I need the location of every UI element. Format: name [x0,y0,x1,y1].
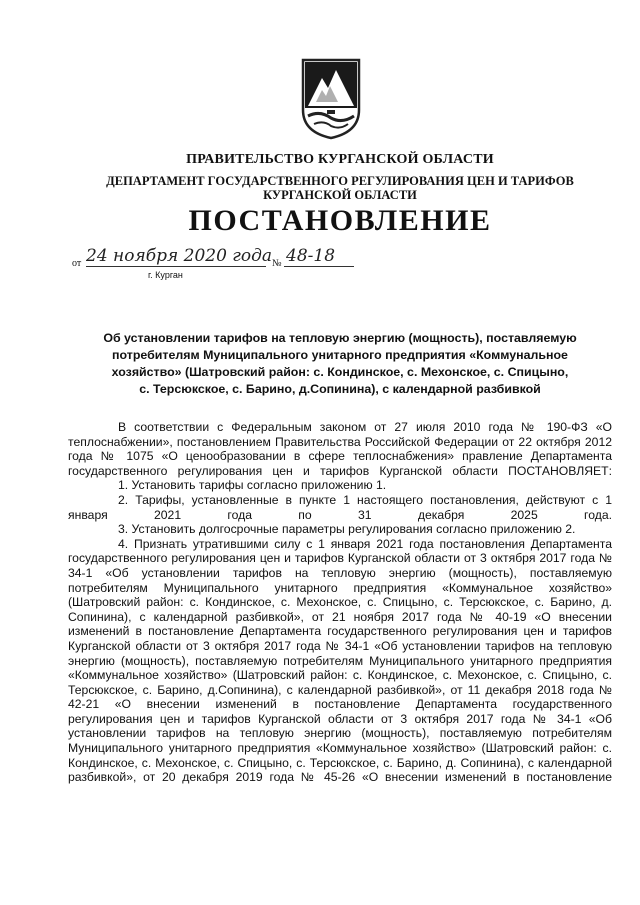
subject-line: потребителям Муниципального унитарного предприятия «Коммунальное [112,348,568,362]
subject-line: с. Терсюкское, с. Барино, д.Сопинина), с календарной разбивкой [139,382,541,396]
date-underline [86,266,266,267]
document-type-title: ПОСТАНОВЛЕНИЕ [188,204,492,237]
handwritten-date: 24 ноября 2020 года [86,246,273,266]
department-name [60,174,620,202]
subject-line: Об установлении тарифов на тепловую энергию (мощность), поставляемую [103,331,577,345]
handwritten-number: 48-18 [286,246,336,266]
number-label: № [272,258,282,269]
city-name: г. Курган [148,270,183,280]
resolution-subject [70,330,610,398]
date-from-label: от [72,258,82,269]
date-number-line [72,246,372,282]
department-line-2: КУРГАНСКОЙ ОБЛАСТИ [263,188,417,202]
number-underline [284,266,354,267]
preamble-paragraph: В соответствии с Федеральным законом от 27 июля 2010 года № 190-ФЗ «О теплоснабжении», постановлением Правительства Российской Федерации от 22 октября 2012 года № 1075 «О ценообразовании в сфере теплоснабжения» правление Департамента государственного регулирования цен и тарифов Курганской области ПОСТАНОВЛЯЕТ: [68,420,612,478]
subject-line: хозяйство» (Шатровский район: с. Кондинское, с. Мехонское, с. Спицыно, [111,365,569,379]
coat-of-arms-emblem [300,58,362,140]
government-name: ПРАВИТЕЛЬСТВО КУРГАНСКОЙ ОБЛАСТИ [186,152,494,167]
item-3: 3. Установить долгосрочные параметры регулирования согласно приложению 2. [118,522,576,537]
item-2: 2. Тарифы, установленные в пункте 1 настоящего постановления, действуют с 1 января 2021 года по 31 декабря 2025 года. [68,492,612,522]
item-1: 1. Установить тарифы согласно приложению 1. [118,478,387,493]
resolution-body [68,420,612,785]
department-line-1: ДЕПАРТАМЕНТ ГОСУДАРСТВЕННОГО РЕГУЛИРОВАНИЯ ЦЕН И ТАРИФОВ [106,174,574,188]
item-4: 4. Признать утратившими силу с 1 января 2021 года постановления Департамента государственного регулирования цен и тарифов Курганской области от 3 октября 2017 года № 34-1 «Об установлении тарифов на тепловую энергию (мощность), поставляемую потребителям Муниципального унитарного предприятия «Коммунальное хозяйство» (Шатровский район: с. Кондинское, с. Мехонское, с. Спицыно, с. Терсюкское, с. Барино, д. Сопинина), с календарной разбивкой», от 21 ноября 2017 года № 40-19 «О внесении изменений в постановление Департамента государственного регулирования цен и тарифов Курганской области от 3 октября 2017 года № 34-1 «Об установлении тарифов на тепловую энергию (мощность), поставляемую потребителям Муниципального унитарного предприятия «Коммунальное хозяйство» (Шатровский район: с. Кондинское, с. Мехонское, с. Спицыно, с. Терсюкское, с. Барино, д.Сопинина), с календарной разбивкой», от 11 декабря 2018 года № 42-21 «О внесении изменений в постановление Департамента государственного регулирования цен и тарифов Курганской области от 3 октября 2017 года № 34-1 «Об установлении тарифов на тепловую энергию (мощность), поставляемую потребителям Муниципального унитарного предприятия «Коммунальное хозяйство» (Шатровский район: с. Кондинское, с. Мехонское, с. Спицыно, с. Терсюкское, с. Барино, д. Сопинина), с календарной разбивкой», от 20 декабря 2019 года № 45-26 «О внесении изменений в постановление [68,536,612,785]
